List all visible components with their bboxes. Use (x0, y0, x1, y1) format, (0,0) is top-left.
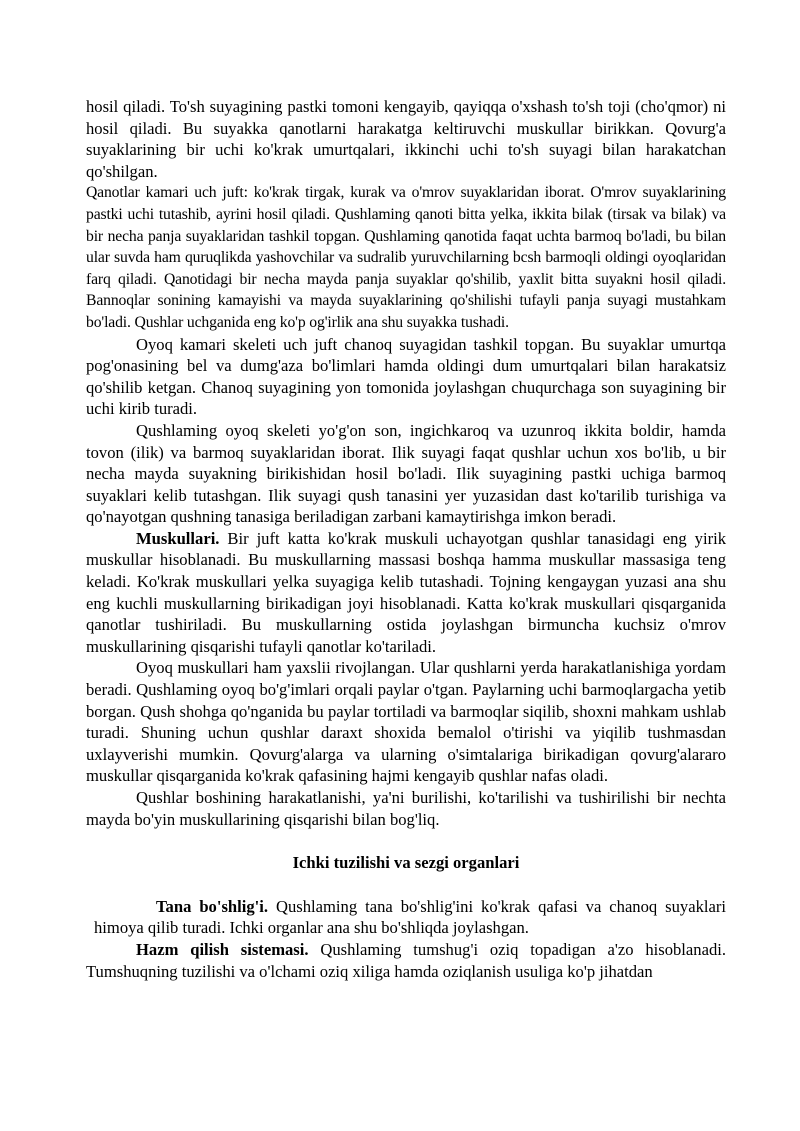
paragraph-5 (86, 528, 726, 658)
paragraph-4: Qushlaming oyoq skeleti yo'g'on son, ingichkaroq va uzunroq ikkita boldir, hamda tovon (ilik) va barmoq suyaklaridan iborat. Ilik suyagi faqat qushlar uchun xos bo'lib, u bir necha mayda suyakning birikishidan hosil bo'ladi. Ilik suyagining pastki uchiga barmoq suyaklari kelib tutashgan. Ilik suyagi qush tanasini yer yuzasidan dast ko'tarilib turishiga va qo'nayotgan qushning tanasiga beriladigan zarbani kamaytirishga imkon beradi. (86, 420, 726, 527)
paragraph-7: Qushlar boshining harakatlanishi, ya'ni burilishi, ko'tarilishi va tushirilishi bir nechta mayda bo'yin muskullarining qisqarishi bilan bog'liq. (86, 788, 726, 829)
paragraph-8 (86, 896, 726, 939)
paragraph-8-text: Qushlaming tana bo'shlig'ini ko'krak qafasi va chanoq suyaklari himoya qilib turadi. Ichki organlar ana shu bo'shliqda joylashgan. (94, 896, 726, 938)
paragraph-2: Qanotlar kamari uch juft: ko'krak tirgak, kurak va o'mrov suyaklaridan iborat. O'mrov suyaklarining pastki uchi tutashib, ayrini hosil qiladi. Qushlaming qanoti bitta yelka, ikkita bilak (tirsak va bilak) va bir necha panja suyaklaridan tashkil topgan. Qushlaming qanotida faqat uchta barmoq bo'ladi, bu bilan ular suvda ham quruqlikda yashovchilar va sudralib yuruvchilarning bcsh barmoqli oldingi oyoqlaridan farq qiladi. Qanotidagi bir necha mayda panja suyaklar qo'shilib, yaxlit bitta suyakni hosil qiladi. Bannoqlar sonining kamayishi va mayda suyaklarining qo'shilishi tufayli panja suyagi mustahkam bo'ladi. Qushlar uchganida eng ko'p og'irlik ana shu suyakka tushadi. (86, 184, 726, 331)
paragraph-6: Oyoq muskullari ham yaxslii rivojlangan. Ular qushlarni yerda harakatlanishiga yordam beradi. Qushlaming oyoq bo'g'imlari orqali paylar o'tgan. Paylarning uchi barmoqlargacha yetib borgan. Qush shohga qo'nganida bu paylar tortiladi va barmoqlar siqilib, shoxni mahkam ushlab turadi. Shuning uchun qushlar daraxt shoxida bemalol o'tirishi va yiqilib tushmasdan uxlayverishi mumkin. Qovurg'alarga va ularning o'simtalariga birikadigan qovurg'alararo muskullar qisqarganida ko'krak qafasining hajmi kengayib qushlar nafas oladi. (86, 658, 726, 786)
document-page (86, 96, 726, 982)
paragraph-9-text: Qushlaming tumshug'i oziq topadigan a'zo hisoblanadi. Tumshuqning tuzilishi va o'lchami oziq xiliga hamda oziqlanish usuliga ko'p jihatdan (86, 939, 726, 981)
paragraph-5-text: Bir juft katta ko'krak muskuli uchayotgan qushlar tanasidagi eng yirik muskullar hisoblanadi. Bu muskullarning massasi boshqa hamma muskullar massasiga teng keladi. Ko'krak muskullari yelka suyagiga kelib tutashadi. Tojning kengaygan yuzasi ana shu eng kuchli muskullarning birikadigan joyi hisoblanadi. Katta ko'krak muskullari qisqarganida qanotlar tushiriladi. Bu muskullarning ostida joylashgan birmuncha kuchsiz o'mrov muskullarining qisqarishi tufayli qanotlar ko'tariladi. (86, 528, 726, 656)
tana-heading: Tana bo'shlig'i. (156, 896, 269, 916)
hazm-heading: Hazm qilish sistemasi. (136, 939, 309, 959)
muskullari-heading: Muskullari. (136, 528, 220, 548)
paragraph-9 (86, 939, 726, 982)
paragraph-1: hosil qiladi. To'sh suyagining pastki tomoni kengayib, qayiqqa o'xshash to'sh toji (cho'qmor) ni hosil qiladi. Bu suyakka qanotlarni harakatga keltiruvchi muskullar birikkan. Qovurg'a suyaklarining bir uchi ko'krak umurtqalari, ikkinchi uchi to'sh suyagi bilan harakatchan qo'shilgan. (86, 97, 726, 181)
section-heading: Ichki tuzilishi va sezgi organlari (292, 853, 520, 873)
paragraph-3: Oyoq kamari skeleti uch juft chanoq suyagidan tashkil topgan. Bu suyaklar umurtqa pog'onasining bel va dumg'aza bo'limlari hamda oldingi dum umurtqalari bilan harakatsiz qo'shilib ketgan. Chanoq suyagining yon tomonida joylashgan chuqurchaga son suyagining bir uchi kirib turadi. (86, 334, 726, 419)
